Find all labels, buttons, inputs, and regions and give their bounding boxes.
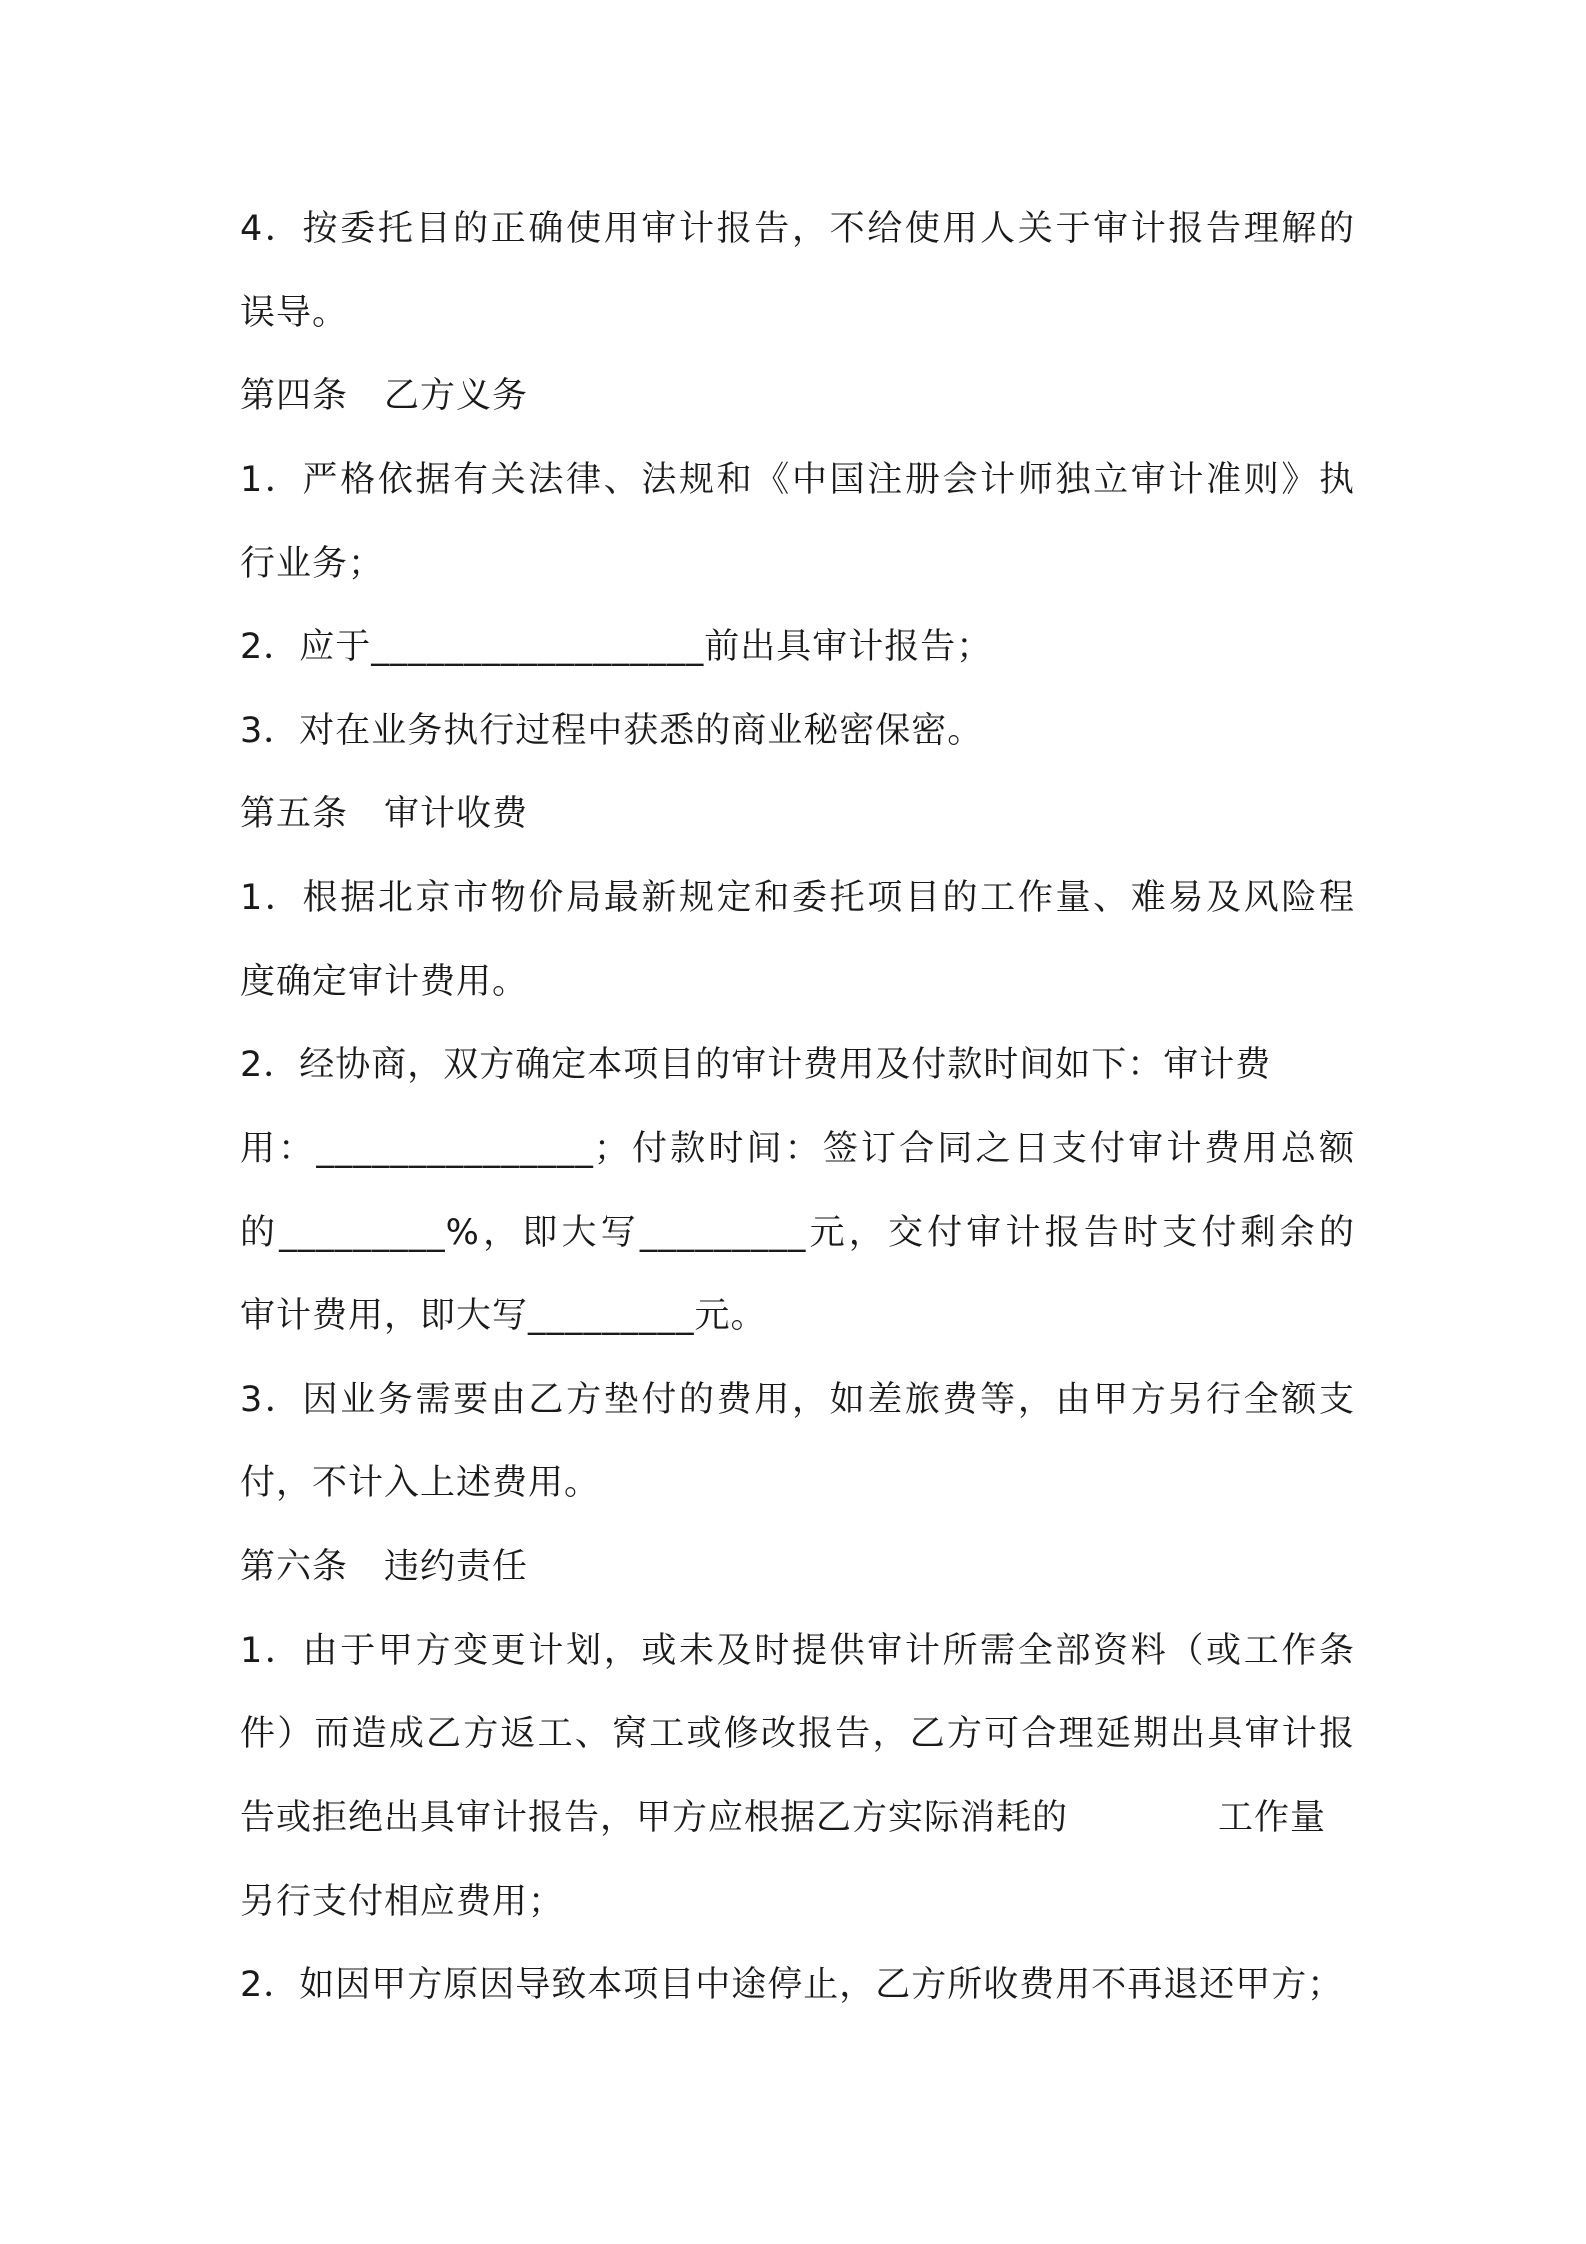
paragraph-line [240,1795,1326,1841]
paragraph-line: 2．如因甲方原因导致本项目中途停止，乙方所收费用不再退还甲方； [240,1965,1344,2005]
paragraph-line: 误导。 [240,293,349,333]
paragraph-line: 3．因业务需要由乙方垫付的费用，如差旅费等，由甲方另行全额支 [240,1380,1355,1420]
paragraph-line-part: 工作量 [1218,1798,1327,1838]
paragraph-line: 4．按委托目的正确使用审计报告，不给使用人关于审计报告理解的 [240,209,1355,249]
paragraph-line: 1．由于甲方变更计划，或未及时提供审计所需全部资料（或工作条 [240,1631,1355,1671]
paragraph-line: 行业务； [240,544,385,584]
paragraph-line: 1．严格依据有关法律、法规和《中国注册会计师独立审计准则》执 [240,460,1355,500]
paragraph-line: 1．根据北京市物价局最新规定和委托项目的工作量、难易及风险程 [240,878,1355,918]
paragraph-line: 审计费用，即大写_________元。 [240,1296,767,1336]
paragraph-line: 3．对在业务执行过程中获悉的商业秘密保密。 [240,711,984,751]
section-heading: 第四条 乙方义务 [240,376,529,416]
paragraph-line: 度确定审计费用。 [240,962,529,1002]
paragraph-line: 的_________%，即大写_________元，交付审计报告时支付剩余的 [240,1213,1355,1253]
paragraph-line-part: 告或拒绝出具审计报告，甲方应根据乙方实际消耗的 [240,1798,1069,1838]
paragraph-line: 付，不计入上述费用。 [240,1463,601,1503]
paragraph-line: 另行支付相应费用； [240,1882,565,1922]
paragraph-line: 件）而造成乙方返工、窝工或修改报告，乙方可合理延期出具审计报 [240,1714,1355,1754]
section-heading: 第五条 审计收费 [240,794,529,834]
paragraph-line: 2．应于__________________前出具审计报告； [240,627,993,667]
paragraph-line: 2．经协商，双方确定本项目的审计费用及付款时间如下：审计费 [240,1045,1272,1085]
paragraph-line: 用：_______________；付款时间：签订合同之日支付审计费用总额 [240,1129,1355,1169]
section-heading: 第六条 违约责任 [240,1547,529,1587]
